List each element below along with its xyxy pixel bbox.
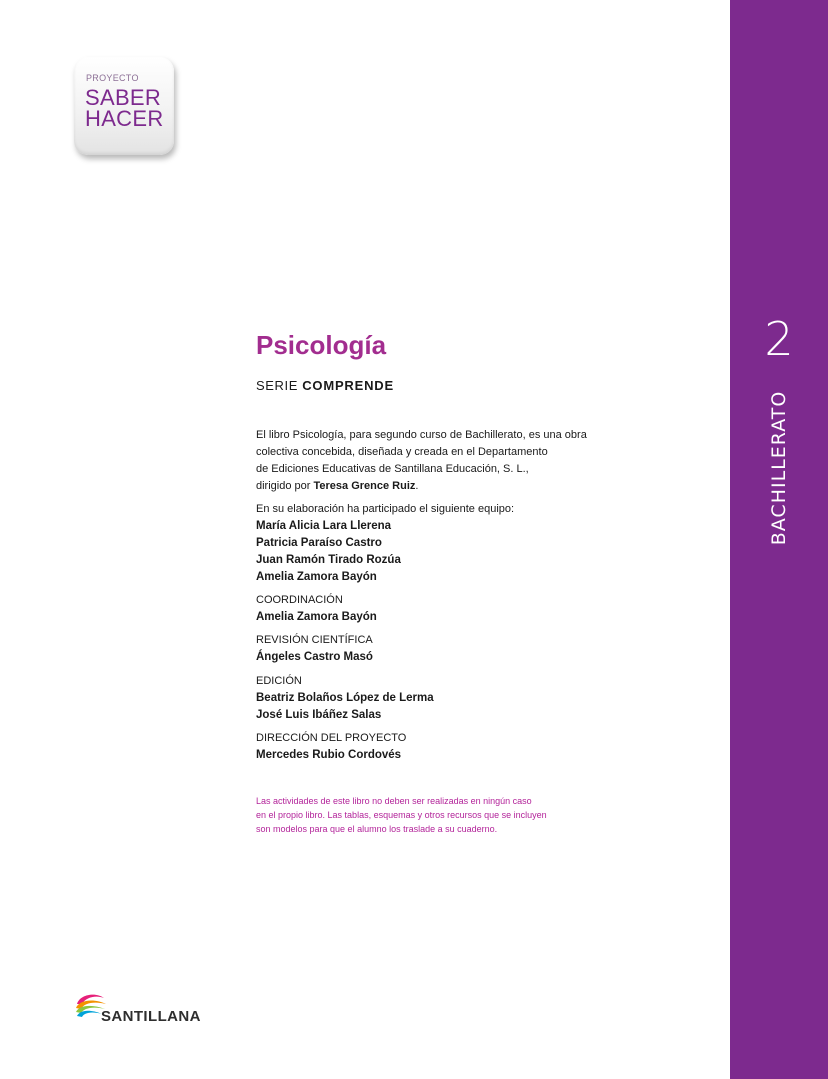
direction-name: Mercedes Rubio Cordovés [256,749,402,761]
period: . [415,480,419,492]
team-member: Amelia Zamora Bayón [256,571,377,583]
course-level-label: BACHILLERATO [768,390,790,546]
series-prefix: SERIE [256,378,299,393]
director-name: Teresa Grence Ruiz [313,480,416,492]
team-member: Juan Ramón Tirado Rozúa [256,554,401,566]
badge-line-1: SABER [85,85,162,110]
badge-small-text: PROYECTO [86,73,139,83]
note-line: son modelos para que el alumno los traslade a su cuaderno. [256,824,498,834]
course-number: 2 [764,312,794,366]
book-title: Psicología [256,330,387,360]
saber-hacer-badge [74,57,174,155]
edition-name: Beatriz Bolaños López de Lerma [256,692,434,704]
review-label: REVISIÓN CIENTÍFICA [256,634,373,646]
team-intro: En su elaboración ha participado el siguiente equipo: [256,503,515,515]
note-line: en el propio libro. Las tablas, esquemas y otros recursos que se incluyen [256,810,547,820]
review-name: Ángeles Castro Masó [256,651,373,663]
edition-label: EDICIÓN [256,675,302,687]
series-name: COMPRENDE [302,378,394,393]
publisher-name: SANTILLANA [101,1008,201,1025]
activities-note [256,794,547,836]
sidebar-band [730,0,828,1079]
badge-line-2: HACER [85,106,164,131]
direction-label: DIRECCIÓN DEL PROYECTO [256,732,407,744]
intro-line: El libro Psicología, para segundo curso de Bachillerato, es una obra [256,429,587,441]
coordination-name: Amelia Zamora Bayón [256,611,377,623]
note-line: Las actividades de este libro no deben ser realizadas en ningún caso [256,796,532,806]
intro-line: colectiva concebida, diseñada y creada en el Departamento [256,446,548,458]
edition-name: José Luis Ibáñez Salas [256,709,382,721]
series-line [256,378,394,393]
directed-by-text: dirigido por [256,480,311,492]
team-member: María Alicia Lara Llerena [256,520,392,532]
intro-line [256,478,587,495]
coordination-label: COORDINACIÓN [256,594,343,606]
intro-paragraph [256,427,587,495]
team-member: Patricia Paraíso Castro [256,537,382,549]
intro-line: de Ediciones Educativas de Santillana Educación, S. L., [256,463,529,475]
santillana-logo [74,992,214,1028]
